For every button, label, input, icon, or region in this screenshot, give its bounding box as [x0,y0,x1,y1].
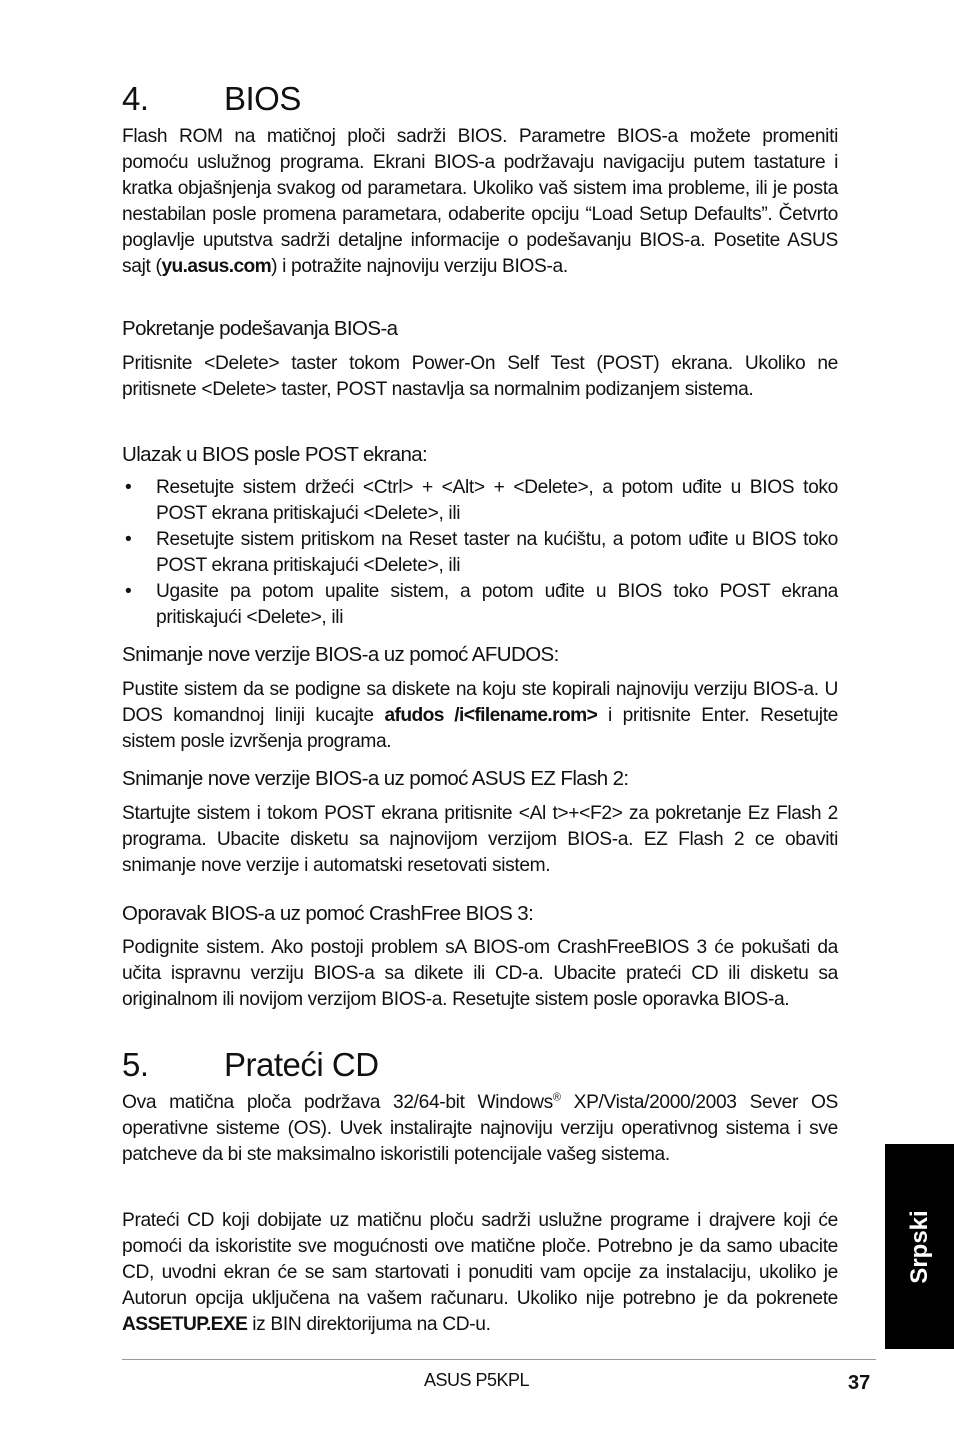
enter-bios-after-post-heading: Ulazak u BIOS posle POST ekrana: [122,443,428,466]
bullet-icon: • [125,580,132,602]
afudos-heading: Snimanje nove verzije BIOS-a uz pomoć AFUDOS: [122,643,559,666]
list-item: • Resetujte sistem pritiskom na Reset taster na kućištu, a potom uđite u BIOS toko POST ekrana pritiskajući <Delete>, ili [125,528,838,576]
bios-intro-paragraph: Flash ROM na matičnoj ploči sadrži BIOS. Parametre BIOS-a možete promeniti pomoću uslužnog programa. Ekrani BIOS-a podržavaju navigaciju putem tastature i kratka objašnjenja svakog od parametara. Ukoliko vaš sistem ima probleme, ili je posta nestabilan posle promena parametara, odaberite opciju “Load Setup Defaults”. Četvrto poglavlje uputstva sadrži detaljne informacije o podešavanju BIOS-a. Posetite ASUS sajt (yu.asus.com) i potražite najnoviju verziju BIOS-a. [122,126,838,277]
ez-flash-paragraph: Startujte sistem i tokom POST ekrana pritisnite <Al t>+<F2> za pokretanje Ez Flash 2 programa. Ubacite disketu sa najnovijom verzijom BIOS-a. EZ Flash 2 ce obaviti snimanje nove verzije i automatski resetovati sistem. [122,803,838,876]
crashfree-heading: Oporavak BIOS-a uz pomoć CrashFree BIOS 3: [122,902,534,925]
section-5-title: Prateći CD [224,1046,379,1083]
bullet-icon: • [125,528,132,550]
footer-model-name: ASUS P5KPL [424,1370,530,1390]
assetup-program-name: ASSETUP.EXE [122,1313,248,1335]
bullet-icon: • [125,477,132,498]
crashfree-paragraph: Podignite sistem. Ako postoji problem sA BIOS-om CrashFreeBIOS 3 će pokušati da učita ispravnu verziju BIOS-a sa dikete ili CD-a. Ubacite prateći CD ili disketu sa originalnom ili novijom verzijom BIOS-a. Resetujte sistem posle oporavka BIOS-a. [122,937,838,1010]
asus-website-link[interactable]: yu.asus.com [161,255,272,277]
enter-bios-options-list [122,475,838,630]
ez-flash-heading: Snimanje nove verzije BIOS-a uz pomoć ASUS EZ Flash 2: [122,767,629,790]
afudos-paragraph: Pustite sistem da se podigne sa diskete na koju ste kopirali najnoviju verziju BIOS-a. U DOS komandnoj liniji kucajte afudos /i<filename.rom> i pritisnite Enter. Resetujte sistem posle izvršenja programa. [122,679,838,752]
support-cd-contents-paragraph: Prateći CD koji dobijate uz matičnu ploču sadrži uslužne programe i drajvere koji će pomoći da iskoristite sve mogućnosti ove matične ploče. Potrebno je da samo ubacite CD, uvodni ekran će se sam startovati i ponuditi vam opcije za instalaciju, ukoliko je Autorun opcija uključena na vašem računaru. Ukoliko nije potrebno je da pokrenete ASSETUP.EXE iz BIN direktorijuma na CD-u. [122,1210,838,1335]
bios-setup-paragraph: Pritisnite <Delete> taster tokom Power-On Self Test (POST) ekrana. Ukoliko ne pritisnete <Delete> taster, POST nastavlja sa normalnim podizanjem sistema. [122,353,838,400]
language-side-tab [885,1144,954,1349]
section-5-heading [122,1046,379,1084]
list-item: • Ugasite pa potom upalite sistem, a potom uđite u BIOS toko POST ekrana pritiskajući <Delete>, ili [125,580,838,628]
registered-mark: ® [552,1091,561,1104]
language-label: Srpski [905,1209,933,1284]
afudos-command: afudos /i<filename.rom> [384,704,598,726]
section-4-title: BIOS [224,80,301,117]
section-4-number: 4. [122,80,149,117]
footer-divider [122,1359,876,1360]
list-item: • Resetujte sistem držeći <Ctrl> + <Alt> + <Delete>, a potom uđite u BIOS toko POST ekrana pritiskajući <Delete>, ili [125,477,838,524]
footer-page-number: 37 [848,1372,871,1394]
bios-setup-heading: Pokretanje podešavanja BIOS-a [122,317,398,340]
section-5-number: 5. [122,1046,149,1083]
support-cd-os-paragraph: Ova matična ploča podržava 32/64-bit Windows® XP/Vista/2000/2003 Sever OS operativne sisteme (OS). Uvek instalirajte najnoviju verziju operativnog sistema i sve patcheve da bi ste maksimalno iskoristili potencijale vašeg sistema. [122,1091,838,1165]
section-4-heading [122,80,301,118]
